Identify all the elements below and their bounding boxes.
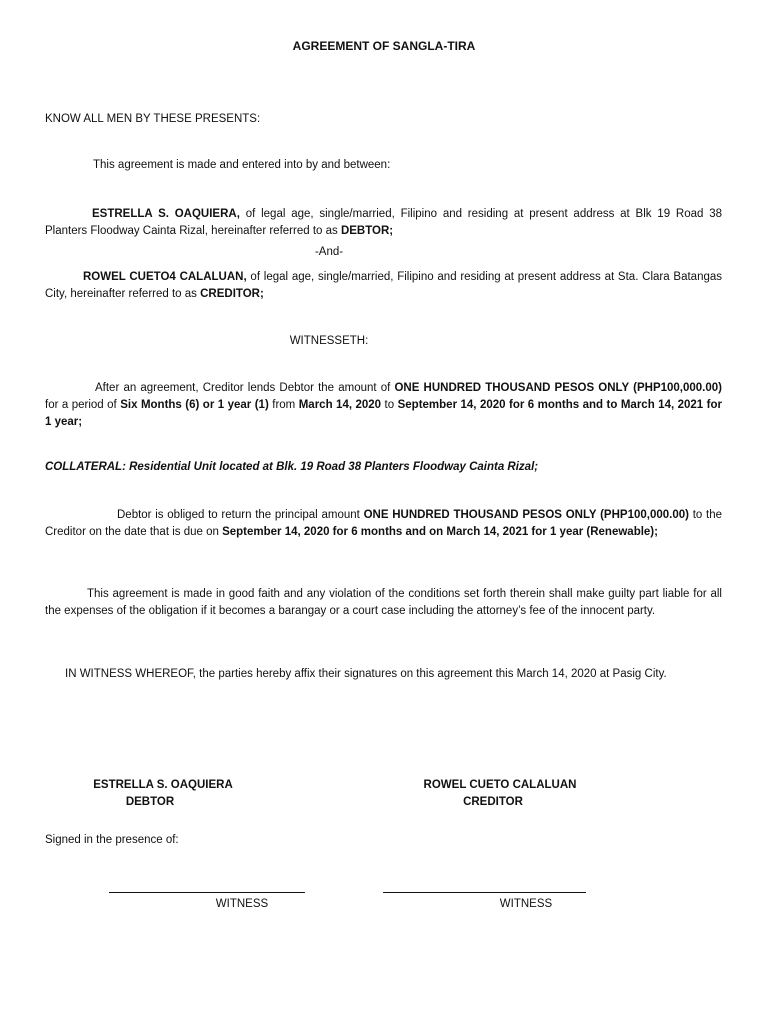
witness2-signature-line (383, 892, 586, 893)
good-faith-paragraph: This agreement is made in good faith and any violation of the conditions set forth therein shall make guilty part liable for all the expenses of the obligation if it becomes a barangay or a court case including the attorney’s fee of the innocent party. (45, 588, 722, 617)
debtor-signature-name: ESTRELLA S. OAQUIERA (93, 779, 233, 791)
and-separator: -And- (314, 246, 344, 258)
intro-paragraph: This agreement is made and entered into by and between: (93, 159, 391, 171)
loan-text-2: for a period of (45, 398, 121, 411)
party1-paragraph (45, 206, 722, 240)
party1-name: ESTRELLA S. OAQUIERA, (92, 208, 240, 220)
party2-text: of legal age, single/married, Filipino and residing at present address at Sta. Clara Batangas City, hereinafter referred to as (45, 271, 723, 300)
obligation-due-terms: September 14, 2020 for 6 months and on March 14, 2021 for 1 year (Renewable); (222, 525, 658, 538)
party1-role: DEBTOR; (340, 224, 394, 237)
loan-text-3: from (268, 398, 299, 411)
creditor-signature-role: CREDITOR (463, 796, 523, 808)
obligation-paragraph (45, 507, 722, 541)
witness2-label: WITNESS (499, 898, 553, 910)
presence-line: Signed in the presence of: (45, 834, 179, 846)
loan-end-terms: September 14, 2020 for 6 months and to March 14, 2021 for 1 year; (45, 398, 722, 428)
collateral-line: COLLATERAL: Residential Unit located at Blk. 19 Road 38 Planters Floodway Cainta Rizal; (45, 461, 539, 473)
witnesseth-heading: WITNESSETH: (289, 335, 369, 347)
creditor-signature-name: ROWEL CUETO CALALUAN (423, 779, 577, 791)
document-title: AGREEMENT OF SANGLA-TIRA (292, 39, 476, 53)
loan-text-4: to (381, 398, 398, 411)
party1-text: of legal age, single/married, Filipino and residing at present address at Blk 19 Road 38 Planters Floodway Cainta Rizal, hereinafter referred to as (45, 208, 722, 237)
loan-text-1: After an agreement, Creditor lends Debtor the amount of (95, 382, 395, 394)
debtor-signature-role: DEBTOR (125, 796, 175, 808)
witness1-label: WITNESS (215, 898, 269, 910)
party2-role: CREDITOR; (200, 287, 264, 300)
opening-line: KNOW ALL MEN BY THESE PRESENTS: (45, 113, 261, 125)
loan-paragraph (45, 380, 722, 430)
loan-amount: ONE HUNDRED THOUSAND PESOS ONLY (PHP100,000.00) (394, 382, 723, 394)
obligation-amount: ONE HUNDRED THOUSAND PESOS ONLY (PHP100,000.00) (363, 509, 689, 521)
in-witness-paragraph: IN WITNESS WHEREOF, the parties hereby affix their signatures on this agreement this March 14, 2020 at Pasig City. (65, 668, 667, 680)
obligation-text-2: to the Creditor on the date that is due on (45, 509, 723, 538)
party2-paragraph (45, 269, 722, 303)
loan-period: Six Months (6) or 1 year (1) (120, 398, 269, 411)
loan-start-date: March 14, 2020 (298, 398, 382, 411)
obligation-text-1: Debtor is obliged to return the principal amount (117, 509, 364, 521)
party2-name: ROWEL CUETO4 CALALUAN, (83, 271, 247, 283)
witness1-signature-line (109, 892, 305, 893)
